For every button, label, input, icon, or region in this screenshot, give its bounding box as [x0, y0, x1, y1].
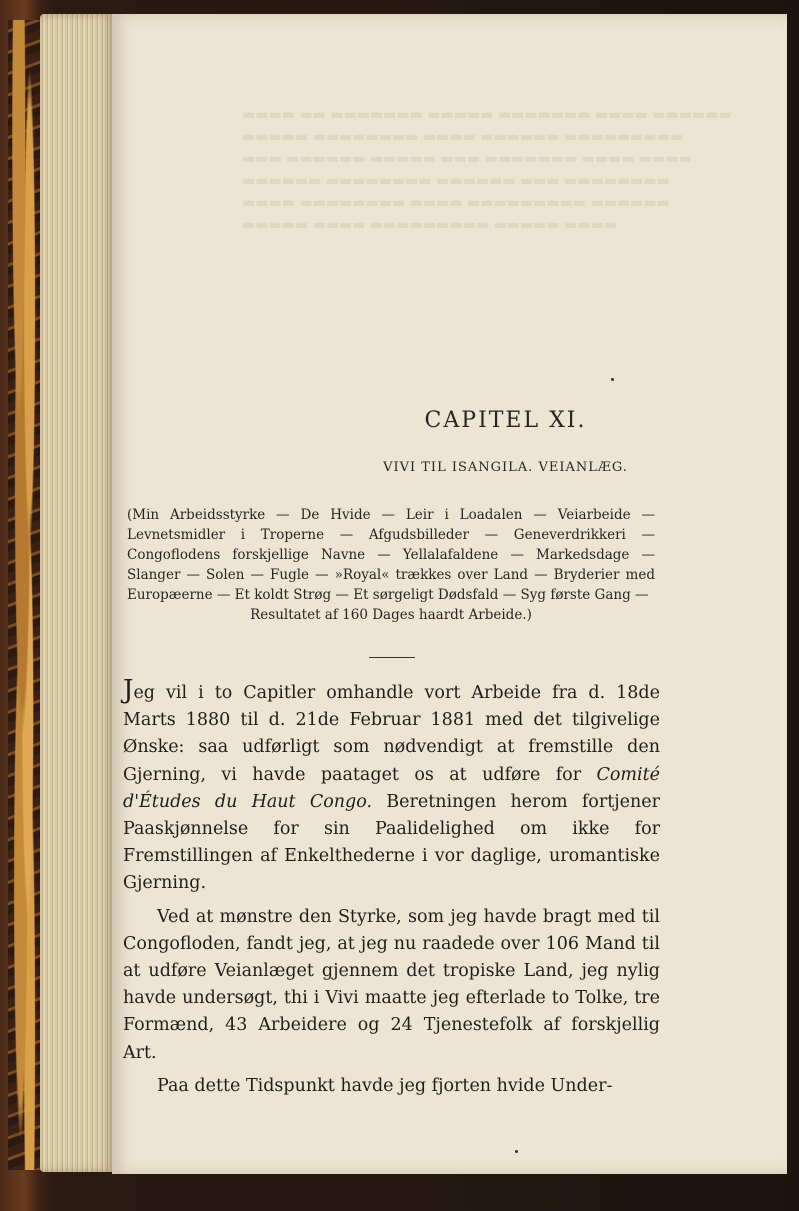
- paragraph-1: [123, 675, 661, 898]
- ink-speck: [515, 1150, 518, 1153]
- section-divider: [369, 657, 415, 658]
- drop-cap: J: [123, 675, 134, 705]
- chapter-subtitle: VIVI TIL ISANGILA. VEIANLÆG.: [383, 460, 628, 475]
- chapter-summary: [127, 505, 655, 625]
- body-text: [123, 675, 661, 1100]
- chapter-heading: CAPITEL XI.: [424, 408, 587, 433]
- paragraph-1-text-a: eg vil i to Capitler omhandle vort Arbeide fra d. 18de Marts 1880 til d. 21de Februar 1881 med det tilgivelige Ønske: saa udførligt som nødvendigt at fremstille den Gjerning, vi havde paataget os at udføre for: [123, 683, 660, 785]
- paragraph-1-italic: Comité d'Études du Haut Congo.: [123, 764, 660, 812]
- bleed-through-text: ▬▬▬▬ ▬▬ ▬▬▬▬▬▬▬ ▬▬▬▬▬ ▬▬▬▬▬▬▬ ▬▬▬▬ ▬▬▬▬▬▬ ▬▬▬▬▬ ▬▬▬▬▬▬▬▬ ▬▬▬▬ ▬▬▬▬▬▬ ▬▬▬▬▬▬▬▬▬ ▬▬▬ ▬▬▬▬▬▬ ▬▬▬▬▬ ▬▬▬ ▬▬▬▬▬▬▬ ▬▬▬▬ ▬▬▬▬ ▬▬▬▬▬▬ ▬▬▬▬▬▬▬▬ ▬▬▬▬▬▬ ▬▬▬ ▬▬▬▬▬▬▬▬ ▬▬▬▬ ▬▬▬▬▬▬▬▬ ▬▬▬▬ ▬▬▬▬▬▬▬▬▬ ▬▬▬▬▬▬ ▬▬▬▬▬ ▬▬▬▬ ▬▬▬▬▬▬▬▬▬ ▬▬▬▬▬ ▬▬▬▬: [242, 107, 732, 233]
- paragraph-3: Paa dette Tidspunkt havde jeg fjorten hvide Under-: [157, 1075, 613, 1096]
- ink-speck: [611, 378, 614, 381]
- paragraph-1-text-b: Beretningen herom fortjener Paaskjønnelse for sin Paalidelighed om ikke for Fremstillingen af Enkelthederne i vor daglige, uromantiske Gjerning.: [123, 791, 661, 894]
- summary-text: (Min Arbeidsstyrke — De Hvide — Leir i Loadalen — Veiarbeide — Levnetsmidler i Troperne — Afgudsbilleder — Geneverdrikkeri — Congoflodens forskjellige Navne — Yellalafaldene — Markedsdage — Slanger — Solen — Fugle — »Royal« trækkes over Land — Bryderier med Europæerne — Et koldt Strøg — Et sørgeligt Dødsfald — Syg første Gang —: [127, 507, 655, 603]
- paragraph-2: Ved at mønstre den Styrke, som jeg havde bragt med til Congofloden, fandt jeg, at jeg nu raadede over 106 Mand til at udføre Veianlæget gjennem det tropiske Land, jeg nylig havde undersøgt, thi i Vivi maatte jeg efterlade to Tolke, tre Formænd, 43 Arbeidere og 24 Tjenestefolk af forskjellig Art.: [123, 906, 660, 1063]
- page-edges: [40, 14, 115, 1172]
- summary-last-line: Resultatet af 160 Dages haardt Arbeide.): [250, 607, 532, 623]
